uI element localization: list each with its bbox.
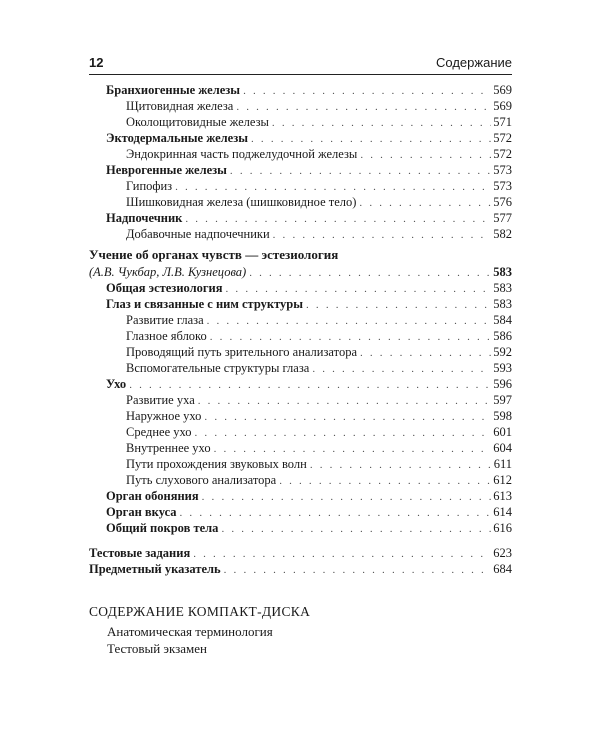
leader-dots [359, 195, 491, 211]
leader-dots [221, 521, 491, 537]
page-ref: 577 [493, 211, 512, 225]
page-ref: 573 [493, 179, 512, 193]
leader-dots [193, 546, 491, 562]
leader-dots [204, 409, 491, 425]
toc-entry[interactable] [89, 561, 512, 577]
leader-dots [210, 329, 492, 345]
page-ref: 597 [493, 393, 512, 407]
toc-group-endocrine [89, 82, 512, 242]
toc-entry[interactable] [89, 98, 512, 114]
leader-dots [360, 147, 491, 163]
toc-entry-label: Ухо [106, 377, 127, 391]
page-ref: 601 [493, 425, 512, 439]
toc-entry[interactable] [89, 82, 512, 98]
page-ref: 584 [493, 313, 512, 327]
leader-dots [195, 425, 492, 441]
toc-entry-label: Проводящий путь зрительного анализатора [126, 345, 357, 359]
page-ref: 583 [493, 281, 512, 295]
toc-entry-label: Вспомогательные структуры глаза [126, 361, 310, 375]
page-ref: 569 [493, 99, 512, 113]
page-ref: 613 [493, 489, 512, 503]
cd-item[interactable]: Анатомическая терминология [107, 624, 273, 639]
toc-entry-label: Тестовые задания [89, 546, 191, 560]
page-ref: 582 [493, 227, 512, 241]
leader-dots [272, 115, 491, 131]
leader-dots [312, 361, 491, 377]
page-ref: 604 [493, 441, 512, 455]
cd-contents-title: СОДЕРЖАНИЕ КОМПАКТ-ДИСКА [89, 604, 311, 619]
leader-dots [306, 297, 491, 313]
toc-entry-label: Эктодермальные железы [106, 131, 249, 145]
leader-dots [129, 377, 491, 393]
toc-entry-label: Внутреннее ухо [126, 441, 211, 455]
leader-dots [279, 473, 491, 489]
toc-entry-label: Околощитовидные железы [126, 115, 269, 129]
running-title: Содержание [436, 55, 512, 70]
page-ref: 598 [493, 409, 512, 423]
toc-entry-label: Орган обоняния [106, 489, 199, 503]
toc-entry-label: Эндокринная часть поджелудочной железы [126, 147, 358, 161]
page-ref: 684 [493, 562, 512, 576]
toc-entry[interactable] [89, 520, 512, 536]
section-title: Учение об органах чувств — эстезиология [89, 247, 339, 262]
toc-entry-label: Добавочные надпочечники [126, 227, 270, 241]
page-ref: 616 [493, 521, 512, 535]
toc-entry[interactable] [89, 210, 512, 226]
leader-dots [185, 211, 491, 227]
toc-entry[interactable] [89, 344, 512, 360]
toc-entry-label: Глазное яблоко [126, 329, 207, 343]
toc-entry[interactable] [89, 424, 512, 440]
toc-entry[interactable] [89, 360, 512, 376]
toc-entry[interactable] [89, 146, 512, 162]
toc-group-senses [89, 280, 512, 536]
leader-dots [207, 313, 492, 329]
leader-dots [243, 83, 491, 99]
leader-dots [202, 489, 492, 505]
toc-entry[interactable] [89, 114, 512, 130]
page-ref: 593 [493, 361, 512, 375]
toc-entry[interactable] [89, 226, 512, 242]
page-ref: 572 [493, 131, 512, 145]
page-ref: 614 [493, 505, 512, 519]
page-header [89, 52, 512, 75]
toc-entry-label: Общий покров тела [106, 521, 219, 535]
toc-entry-label: Орган вкуса [106, 505, 177, 519]
section-authors-row[interactable] [89, 264, 512, 280]
toc-entry-label: Гипофиз [126, 179, 173, 193]
page-ref: 623 [493, 546, 512, 560]
leader-dots [198, 393, 492, 409]
toc-entry[interactable] [89, 312, 512, 328]
toc-entry[interactable] [89, 504, 512, 520]
toc-entry-label: Общая эстезиология [106, 281, 223, 295]
toc-entry-label: Бранхиогенные железы [106, 83, 241, 97]
page-ref: 586 [493, 329, 512, 343]
leader-dots [230, 163, 491, 179]
page-ref: 572 [493, 147, 512, 161]
toc-entry-label: Наружное ухо [126, 409, 202, 423]
toc-entry[interactable] [89, 440, 512, 456]
page-ref: 573 [493, 163, 512, 177]
toc-entry[interactable] [89, 456, 512, 472]
toc-entry-label: Неврогенные железы [106, 163, 227, 177]
leader-dots [236, 99, 491, 115]
toc-entry-label: Надпочечник [106, 211, 183, 225]
leader-dots [251, 131, 491, 147]
toc-entry[interactable] [89, 130, 512, 146]
page-ref: 611 [493, 457, 512, 471]
page-ref: 592 [493, 345, 512, 359]
leader-dots [175, 179, 491, 195]
toc-entry-label: Путь слухового анализатора [126, 473, 277, 487]
page-ref: 583 [493, 297, 512, 311]
toc-entry[interactable] [89, 408, 512, 424]
leader-dots [224, 562, 492, 578]
toc-entry[interactable] [89, 162, 512, 178]
leader-dots [360, 345, 491, 361]
toc-entry[interactable] [89, 392, 512, 408]
toc-entry-label: Предметный указатель [89, 562, 221, 576]
toc-entry[interactable] [89, 472, 512, 488]
leader-dots [214, 441, 492, 457]
page-ref: 576 [493, 195, 512, 209]
toc-entry[interactable] [89, 296, 512, 312]
toc-entry[interactable] [89, 194, 512, 210]
page-ref: 596 [493, 377, 512, 391]
toc-entry[interactable] [89, 280, 512, 296]
toc-entry-label: Шишковидная железа (шишковидное тело) [126, 195, 357, 209]
toc-entry-label: Глаз и связанные с ним структуры [106, 297, 304, 311]
toc-entry[interactable] [89, 328, 512, 344]
leader-dots [310, 457, 492, 473]
toc-entry[interactable] [89, 376, 512, 392]
leader-dots [273, 227, 492, 243]
toc-entry-label: Щитовидная железа [126, 99, 234, 113]
leader-dots [249, 265, 491, 281]
toc-entry-label: Пути прохождения звуковых волн [126, 457, 307, 471]
leader-dots [226, 281, 492, 297]
page-ref: 612 [493, 473, 512, 487]
toc-entry-label: Среднее ухо [126, 425, 192, 439]
page-ref: 583 [493, 265, 512, 279]
toc-entry[interactable] [89, 178, 512, 194]
section-authors: (А.В. Чукбар, Л.В. Кузнецова) [89, 265, 247, 279]
toc-entry[interactable] [89, 545, 512, 561]
cd-item[interactable]: Тестовый экзамен [107, 641, 207, 656]
toc-entry[interactable] [89, 488, 512, 504]
leader-dots [180, 505, 492, 521]
page-number: 12 [89, 55, 104, 70]
page-ref: 571 [493, 115, 512, 129]
toc-section-esthesiology [89, 246, 512, 280]
toc-group-appendix [89, 545, 512, 577]
toc-entry-label: Развитие уха [126, 393, 195, 407]
page-ref: 569 [493, 83, 512, 97]
toc-entry-label: Развитие глаза [126, 313, 204, 327]
